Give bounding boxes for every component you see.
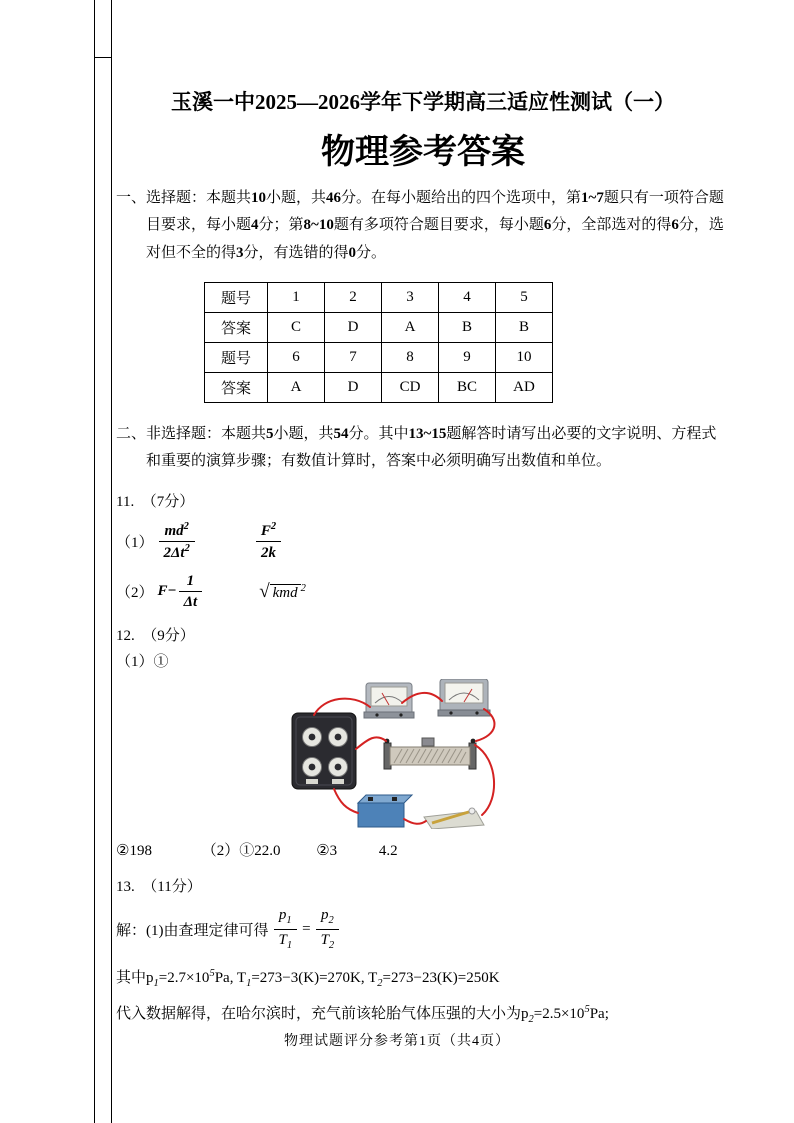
text-run: T: [278, 932, 287, 949]
text-run: 其中p: [116, 969, 154, 986]
table-cell: D: [325, 372, 382, 402]
equals-sign: =: [302, 921, 311, 938]
fraction-denominator: [274, 930, 298, 953]
table-cell: B: [496, 312, 553, 342]
q13-solve-line: [116, 906, 730, 952]
subscript: 2: [328, 940, 335, 952]
text-run: 5: [266, 425, 274, 442]
formula-1-over-dt: [179, 572, 203, 611]
table-cell: 10: [496, 342, 553, 372]
table-cell: 答案: [205, 372, 268, 402]
table-row: [205, 282, 553, 312]
text-run: 分。: [356, 244, 387, 261]
battery: [358, 795, 412, 827]
fraction-numerator: [316, 906, 340, 930]
fraction-denominator: [256, 542, 281, 562]
formula-md2-over-2dt2: [159, 521, 195, 562]
text-run: 3: [236, 244, 244, 261]
table-cell: D: [325, 312, 382, 342]
text-run: 题解答时请写出必要的文字说明、方程式和重要的演算步骤；有数值计算时，答案中必须明确写出数值和单位。: [146, 425, 717, 470]
fraction-numerator: [274, 906, 298, 930]
circuit-photo-figure: [284, 679, 516, 829]
table-cell: B: [439, 312, 496, 342]
text-run: 6: [543, 217, 552, 234]
text-run: =273−23(K)=250K: [382, 969, 500, 986]
formula-p1-over-T1: [274, 906, 298, 952]
subscript: 2: [328, 915, 334, 927]
text-run: p: [278, 907, 287, 924]
text-run: 1~7: [581, 190, 604, 206]
text-run: 小题，共: [266, 190, 327, 206]
q13-result-line: [116, 1002, 730, 1025]
text-run: 代入数据解得，在哈尔滨时，充气前该轮胎气体压强的大小为p: [116, 1005, 529, 1022]
exam-title: 玉溪一中2025—2026学年下学期高三适应性测试（一）: [171, 90, 675, 114]
text-run: 2Δt: [163, 545, 185, 562]
q13-label: 13. （11分）: [116, 879, 202, 896]
fraction-numerator: [159, 521, 195, 542]
page-footer: 物理试题评分参考第1页（共4页）: [284, 1034, 510, 1049]
fraction-denominator: [159, 542, 195, 562]
q12-label: 12. （9分）: [116, 628, 195, 645]
table-cell: AD: [496, 372, 553, 402]
text-run: 题只有一项符合题目要求，每小题: [146, 190, 724, 234]
q11-part1-line: [116, 521, 730, 562]
text-run: 分。其中: [348, 425, 409, 442]
fraction-denominator: [316, 930, 340, 953]
text-run: 13~15: [408, 425, 447, 442]
superscript: 2: [184, 543, 190, 555]
answer-key-heading: 物理参考答案: [321, 134, 525, 171]
text-run: p: [320, 907, 329, 924]
superscript: 2: [183, 521, 189, 533]
q12-part1-label: （1）①: [116, 654, 169, 671]
radical-sign: √: [259, 580, 270, 602]
subscript: 2: [377, 977, 383, 989]
table-cell: 7: [325, 342, 382, 372]
resistance-box: [292, 713, 356, 789]
text-run: 46: [326, 190, 342, 206]
table-cell: A: [382, 312, 439, 342]
fraction-numerator: [256, 521, 281, 542]
text-run: 分。在每小题给出的四个选项中，第: [341, 190, 582, 206]
subscript: 2: [528, 1013, 534, 1025]
superscript: 2: [270, 521, 277, 533]
text-run: 二、非选择题：本题共: [116, 425, 267, 442]
text-run: =2.7×10: [158, 969, 210, 986]
text-run: 题有多项符合题目要求，每小题: [333, 217, 544, 234]
answer-value: ②3: [316, 843, 338, 860]
subscript: 1: [286, 940, 293, 952]
formula-F2-over-2k: [256, 521, 281, 562]
text-run: 54: [333, 425, 349, 442]
formula-F-minus: F−: [157, 583, 177, 600]
margin-tick: [94, 57, 112, 58]
text-run: F: [260, 523, 271, 540]
answer-table: [204, 282, 553, 403]
table-cell: 题号: [205, 282, 268, 312]
document-body: [116, 86, 730, 1025]
text-run: 解：(1)由查理定律可得: [116, 923, 269, 940]
text-run: 4: [251, 217, 259, 234]
table-cell: CD: [382, 372, 439, 402]
text-run: =2.5×10: [533, 1005, 585, 1022]
q11-part2-line: [116, 572, 730, 611]
superscript: 2: [300, 582, 306, 594]
answer-value: ②198: [116, 843, 152, 860]
superscript: 5: [584, 1003, 590, 1015]
part-label: （2）: [116, 585, 154, 602]
text-run: 小题，共: [273, 425, 334, 442]
formula-p2-over-T2: [316, 906, 340, 952]
text-run: 分，有选错的得: [243, 244, 349, 261]
table-row: [205, 372, 553, 402]
slide-rheostat: [384, 738, 476, 769]
text-run: 10: [251, 190, 267, 206]
table-cell: 1: [268, 282, 325, 312]
text-run: 分，选对但不全的得: [146, 217, 724, 261]
text-run: =273−3(K)=270K, T: [251, 969, 378, 986]
circuit-diagram: [284, 679, 516, 829]
fraction-numerator: 1: [179, 572, 203, 592]
table-cell: 4: [439, 282, 496, 312]
table-row: [205, 312, 553, 342]
superscript: 5: [209, 967, 215, 979]
answer-value: 4.2: [378, 843, 398, 860]
table-row: [205, 342, 553, 372]
text-run: Pa;: [589, 1005, 609, 1022]
table-cell: 9: [439, 342, 496, 372]
margin-line-inner: [111, 0, 112, 1123]
text-run: T: [320, 932, 329, 949]
part-label: （1）: [116, 535, 154, 552]
table-cell: 6: [268, 342, 325, 372]
table-cell: 3: [382, 282, 439, 312]
formula-sqrt-kmd: [259, 581, 306, 603]
table-cell: A: [268, 372, 325, 402]
ammeter-photo: [438, 679, 490, 716]
text-run: 分，全部选对的得: [551, 217, 672, 234]
text-run: 0: [348, 244, 357, 261]
subscript: 1: [246, 977, 252, 989]
text-run: 分；第: [258, 217, 304, 234]
text-run: 一、选择题：本题共: [116, 190, 252, 206]
table-cell: 题号: [205, 342, 268, 372]
text-run: 6: [671, 217, 679, 234]
text-run: 8~10: [303, 217, 334, 234]
text-run: md: [164, 523, 184, 540]
text-run: Pa, T: [214, 969, 247, 986]
subscript: 1: [153, 977, 159, 989]
table-cell: 答案: [205, 312, 268, 342]
nonchoice-section-intro: [116, 421, 730, 476]
subscript: 1: [286, 915, 292, 927]
q12-answers-line: [116, 839, 730, 860]
answer-value: （2）①22.0: [201, 843, 281, 860]
switch: [424, 808, 484, 829]
margin-line-outer: [94, 0, 95, 1123]
radicand: kmd: [270, 584, 301, 601]
fraction-denominator: Δt: [183, 594, 198, 611]
table-cell: BC: [439, 372, 496, 402]
choice-section-intro: [116, 185, 730, 267]
q11-label: 11. （7分）: [116, 494, 195, 511]
table-cell: 2: [325, 282, 382, 312]
table-cell: 8: [382, 342, 439, 372]
text-run: 2k: [260, 545, 276, 562]
table-cell: 5: [496, 282, 553, 312]
q13-values-line: [116, 966, 730, 989]
table-cell: C: [268, 312, 325, 342]
